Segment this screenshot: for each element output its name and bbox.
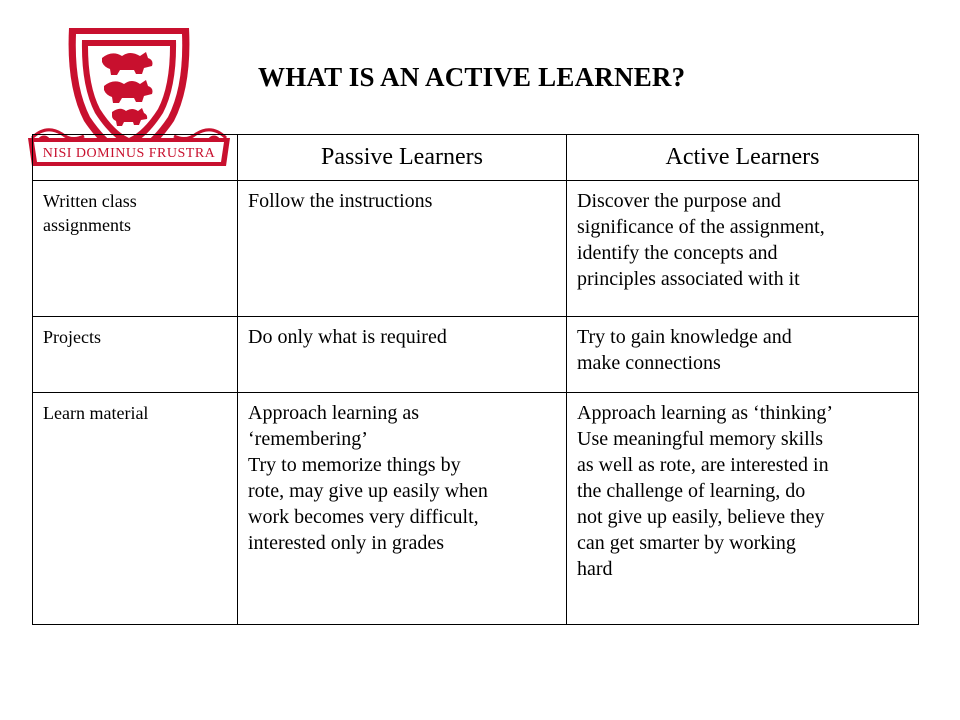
passive-cell: Follow the instructions xyxy=(238,181,567,317)
passive-cell: Approach learning as ‘remembering’ Try to memorize things by rote, may give up easily when work becomes very difficult, interested only in grades xyxy=(238,393,567,625)
row-category: Written class assignments xyxy=(33,181,238,317)
row-category: Projects xyxy=(33,317,238,393)
table-row xyxy=(33,181,919,317)
header-active-learners: Active Learners xyxy=(567,135,919,181)
header-passive-learners: Passive Learners xyxy=(238,135,567,181)
table-row xyxy=(33,393,919,625)
comparison-table xyxy=(32,134,919,625)
page-title: WHAT IS AN ACTIVE LEARNER? xyxy=(258,62,686,92)
motto-text: NISI DOMINUS FRUSTRA xyxy=(42,146,216,161)
table-row xyxy=(33,317,919,393)
active-cell: Approach learning as ‘thinking’ Use meaningful memory skills as well as rote, are interested in the challenge of learning, do not give up easily, believe they can get smarter by working hard xyxy=(567,393,919,625)
header-blank xyxy=(33,135,238,181)
row-category: Learn material xyxy=(33,393,238,625)
active-cell: Discover the purpose and significance of the assignment, identify the concepts and principles associated with it xyxy=(567,181,919,317)
header-row xyxy=(33,135,919,181)
active-cell: Try to gain knowledge and make connections xyxy=(567,317,919,393)
passive-cell: Do only what is required xyxy=(238,317,567,393)
